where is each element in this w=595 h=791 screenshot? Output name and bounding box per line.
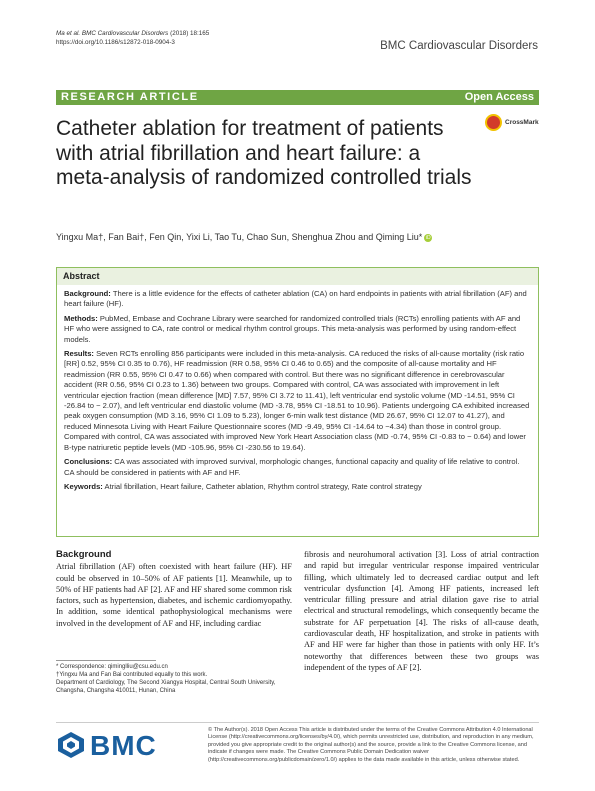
volume-info: (2018) 18:165 <box>170 30 210 37</box>
abstract-box <box>56 267 539 537</box>
journal-citation: Ma et al. BMC Cardiovascular Disorders <box>56 30 169 37</box>
abstract-background <box>64 289 531 310</box>
abstract-results <box>64 349 531 453</box>
section-heading-background: Background <box>56 549 112 560</box>
background-label: Background: <box>64 289 111 298</box>
results-text: Seven RCTs enrolling 856 participants were included in this meta-analysis. CA reduced the risks of all-cause mortality (risk ratio [RR] 0.52, 95% CI 0.35 to 0.76), HF readmission (RR 0.58, 95% CI 0.46 to 0.65) and the composite of all-cause mortality and HF readmission (RR 0.55, 95% CI 0.47 to 0.66) when compared with control. But there was no significant difference in cerebrovascular accident (RR 0.56, 95% CI 0.23 to 1.36) between two groups. Compared with control, CA was associated with improvement in left ventricular ejection fraction (mean difference [MD] 7.57, 95% CI 3.72 to 11.41), left ventricular end systolic volume (MD -14.51, 95% CI -26.84 to − 2.07), and left ventricular end diastolic volume (MD -3.78, 95% CI -18.51 to 10.96). Patients undergoing CA exhibited increased peak oxygen consumption (MD 3.16, 95% CI 1.09 to 5.23), longer 6-min walk test distance (MD 26.67, 95% CI 12.07 to 41.27), and reduced Minnesota Living with Heart Failure Questionnaire scores (MD -9.49, 95% CI -14.64 to −4.34) than those in control group. Compared with control, CA was associated with improved New York Heart Association class (MD -0.74, 95% CI -0.83 to − 0.64) and lower B-type natriuretic peptide levels (MD -105.96, 95% CI -230.56 to 19.64). <box>64 349 530 452</box>
footer-divider <box>56 722 539 723</box>
correspondence: * Correspondence: qiminglliu@csu.edu.cn <box>56 664 168 670</box>
article-type-label: RESEARCH ARTICLE <box>61 91 199 103</box>
open-access-label: Open Access <box>464 91 534 103</box>
authors-text: Yingxu Ma†, Fan Bai†, Fen Qin, Yixi Li, Tao Tu, Chao Sun, Shenghua Zhou and Qiming Liu* <box>56 232 423 242</box>
citation-block <box>56 30 209 47</box>
body-text-right: fibrosis and neurohumoral activation [3]. Loss of atrial contraction and rapid but irregular ventricular response impaired ventricular filling, which ultimately led to decreased cardiac output and left ventricular dysfunction [4]. Among HF patients, increased left ventricular filling pressure and atrial dilation gave rise to atrial electrical and structural remodelings, which consequently became the substrate for AF perpetuation [4]. The risks of all-cause death, cardiovascular death, HF hospitalization, and stroke in patients with AF and HF were far higher than those in patients with only HF. It’s noteworthy that differences between these two groups was independent of the types of AF [2]. <box>304 550 539 672</box>
affiliation: Department of Cardiology, The Second Xiangya Hospital, Central South University, Changsha, Changsha 410011, Hunan, China <box>56 680 276 694</box>
abstract-methods <box>64 314 531 345</box>
article-type-banner <box>56 90 539 105</box>
journal-name: BMC Cardiovascular Disorders <box>380 40 538 52</box>
bmc-logo-icon <box>56 730 86 760</box>
abstract-heading: Abstract <box>57 268 538 285</box>
background-text: There is a little evidence for the effects of catheter ablation (CA) on hard endpoints in patients with atrial fibrillation (AF) and heart failure (HF). <box>64 289 527 309</box>
orcid-icon[interactable]: iD <box>425 234 431 241</box>
footnotes <box>56 663 292 695</box>
conclusions-text: CA was associated with improved survival, morphologic changes, functional capacity and quality of life relative to control. CA should be considered in patients with AF and HF. <box>64 457 520 477</box>
doi-link[interactable]: https://doi.org/10.1186/s12872-018-0904-3 <box>56 38 175 46</box>
crossmark-label: CrossMark <box>505 119 539 126</box>
license-text: © The Author(s). 2018 Open Access This article is distributed under the terms of the Creative Commons Attribution 4.0 International License (http://creativecommons.org/licenses/by/4.0/), which permits unrestricted use, distribution, and reproduction in any medium, provided you give appropriate credit to the original author(s) and the source, provide a link to the Creative Commons license, and indicate if changes were made. The Creative Commons Public Domain Dedication waiver (http://creativecommons.org/publicdomain/zero/1.0/) applies to the data made available in this article, unless otherwise stated. <box>208 727 534 763</box>
bmc-logo-text: BMC <box>90 730 157 761</box>
author-list <box>56 232 432 242</box>
equal-contribution-note: †Yingxu Ma and Fan Bai contributed equally to this work. <box>56 672 208 678</box>
conclusions-label: Conclusions: <box>64 457 113 467</box>
body-column-right <box>304 549 539 673</box>
methods-label: Methods: <box>64 313 98 323</box>
methods-text: PubMed, Embase and Cochrane Library were searched for randomized controlled trials (RCTs) enrolling patients with AF and HF who were assigned to CA, rate control or medical rhythm control groups. This meta-analysis was performed by using random-effect models. <box>64 313 521 344</box>
article-title: Catheter ablation for treatment of patients with atrial fibrillation and heart failure: a meta-analysis of randomized controlled trials <box>56 117 472 189</box>
abstract-keywords <box>64 482 531 492</box>
abstract-conclusions <box>64 457 531 478</box>
body-text-left: Atrial fibrillation (AF) often coexisted with heart failure (HF). HF could be observed in 10–50% of AF patients [1]. Meanwhile, up to 50% of HF patients had AF [2]. AF and HF shared some common risk factors, such as hypertension, diabetes, and ischemic cardiomyopathy. In addition, some identical pathophysiological mechanisms were involved in the development of AF and HF, including cardiac <box>56 562 292 628</box>
results-label: Results: <box>64 349 94 359</box>
body-column-left <box>56 549 292 629</box>
keywords-text: Atrial fibrillation, Heart failure, Catheter ablation, Rhythm control strategy, Rate control strategy <box>104 481 422 491</box>
crossmark-badge[interactable] <box>485 114 541 132</box>
keywords-label: Keywords: <box>64 481 103 491</box>
bmc-logo <box>56 727 186 763</box>
footnote-divider <box>56 660 156 661</box>
crossmark-icon <box>485 114 502 131</box>
